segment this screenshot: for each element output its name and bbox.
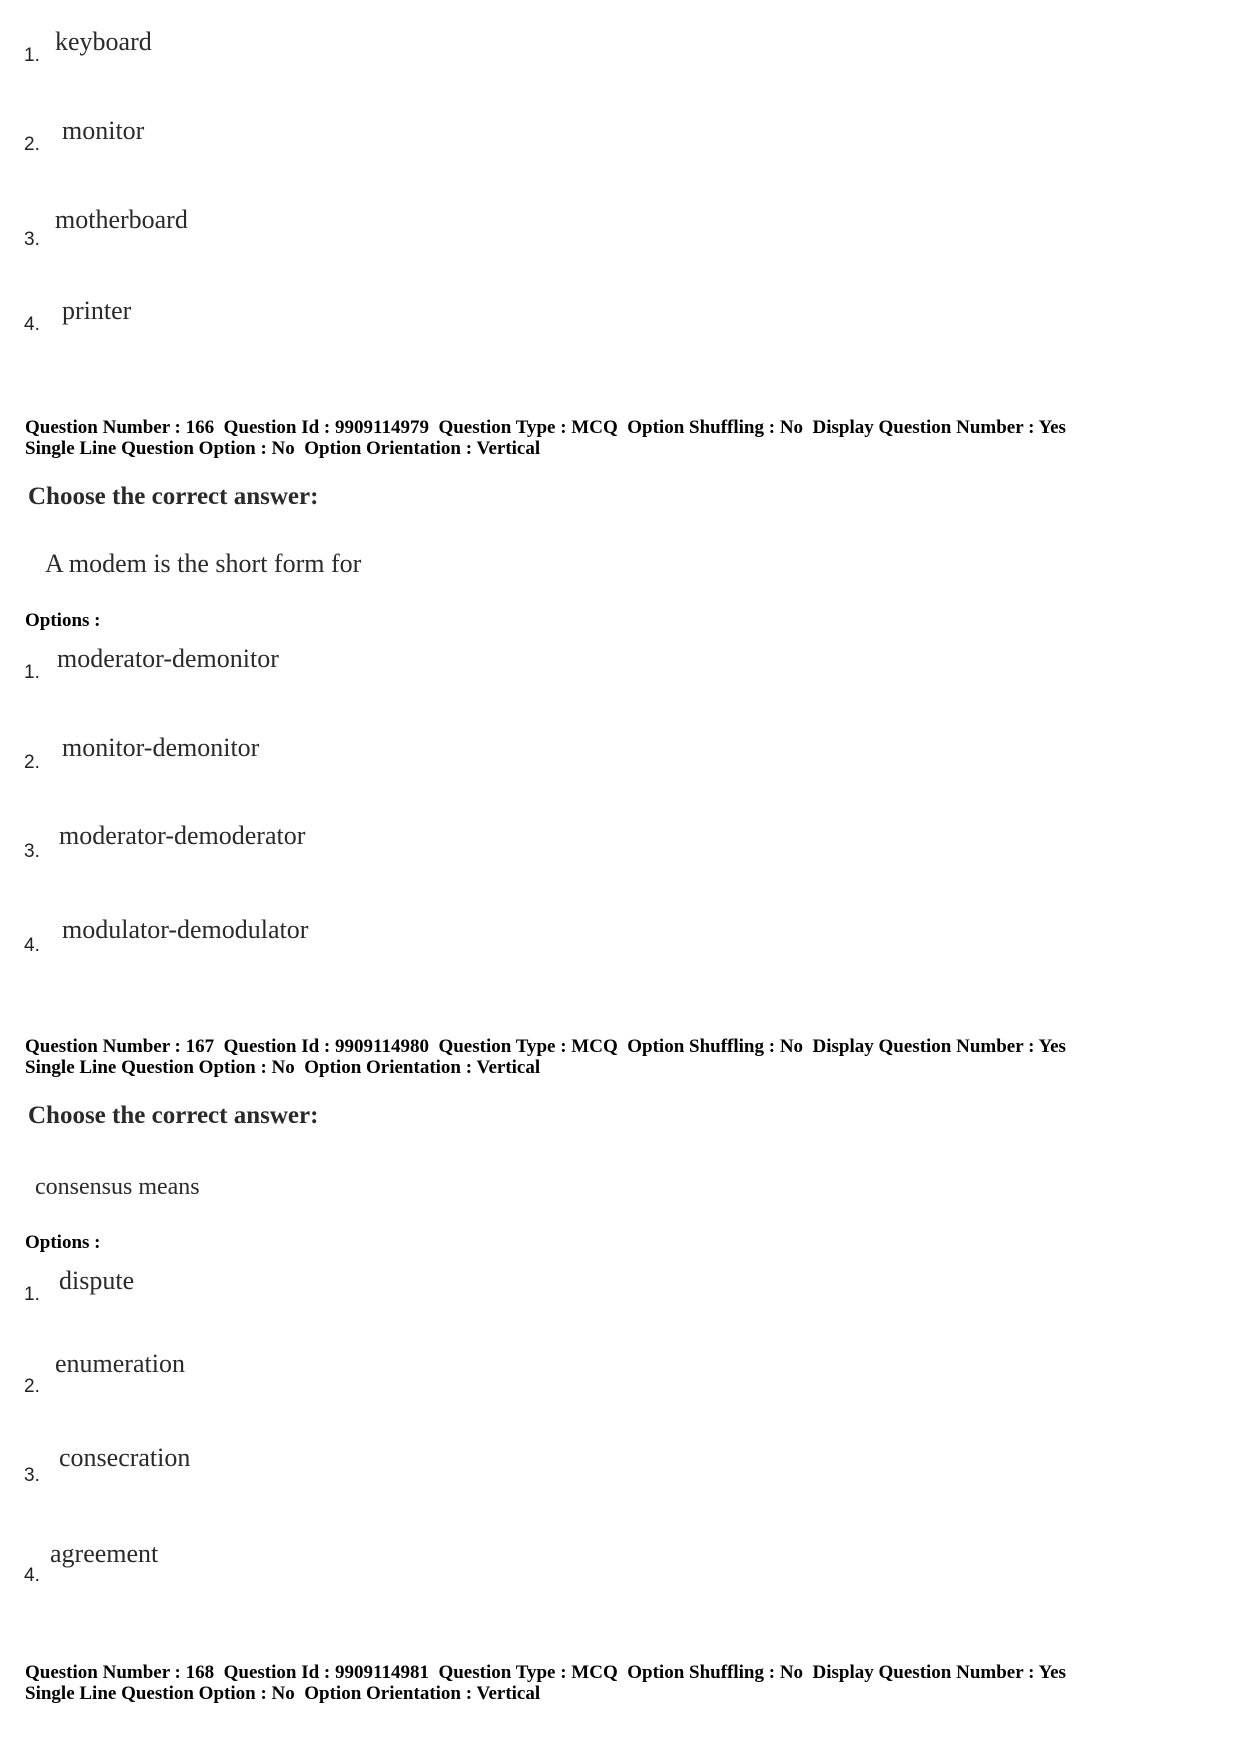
option-number: 2. xyxy=(24,134,40,155)
instruction-text: Choose the correct answer: xyxy=(28,483,319,510)
question-meta-line2: Single Line Question Option : No Option Orientation : Vertical xyxy=(25,1683,541,1704)
option-number: 1. xyxy=(24,1284,40,1305)
option-text: modulator-demodulator xyxy=(62,915,309,944)
option-text: moderator-demonitor xyxy=(57,644,279,673)
option-number: 3. xyxy=(24,1465,40,1486)
option-text: moderator-demoderator xyxy=(59,821,306,850)
option-number: 3. xyxy=(24,229,40,250)
question-meta-line2: Single Line Question Option : No Option Orientation : Vertical xyxy=(25,1057,541,1078)
options-label: Options : xyxy=(25,610,101,631)
option-text: agreement xyxy=(50,1539,159,1568)
option-text: printer xyxy=(62,296,132,325)
option-number: 4. xyxy=(24,935,40,956)
option-number: 2. xyxy=(24,752,40,773)
question-meta-line1: Question Number : 166 Question Id : 9909114979 Question Type : MCQ Option Shuffling : No Display Question Number : Yes xyxy=(25,417,1066,438)
question-text: consensus means xyxy=(35,1174,200,1200)
option-number: 1. xyxy=(24,45,40,66)
option-text: keyboard xyxy=(55,27,152,56)
option-number: 4. xyxy=(24,314,40,335)
option-text: enumeration xyxy=(55,1349,185,1378)
option-number: 4. xyxy=(24,1565,40,1586)
instruction-text: Choose the correct answer: xyxy=(28,1102,319,1129)
option-text: consecration xyxy=(59,1443,191,1472)
options-label: Options : xyxy=(25,1232,101,1253)
question-text: A modem is the short form for xyxy=(45,549,362,578)
option-text: monitor xyxy=(62,116,145,145)
question-meta-line2: Single Line Question Option : No Option Orientation : Vertical xyxy=(25,438,541,459)
question-meta-line1: Question Number : 167 Question Id : 9909114980 Question Type : MCQ Option Shuffling : No Display Question Number : Yes xyxy=(25,1036,1066,1057)
question-meta-line1: Question Number : 168 Question Id : 9909114981 Question Type : MCQ Option Shuffling : No Display Question Number : Yes xyxy=(25,1662,1066,1683)
option-text: monitor-demonitor xyxy=(62,733,260,762)
option-text: motherboard xyxy=(55,205,188,234)
option-number: 2. xyxy=(24,1376,40,1397)
option-text: dispute xyxy=(59,1266,135,1295)
option-number: 3. xyxy=(24,841,40,862)
option-number: 1. xyxy=(24,662,40,683)
